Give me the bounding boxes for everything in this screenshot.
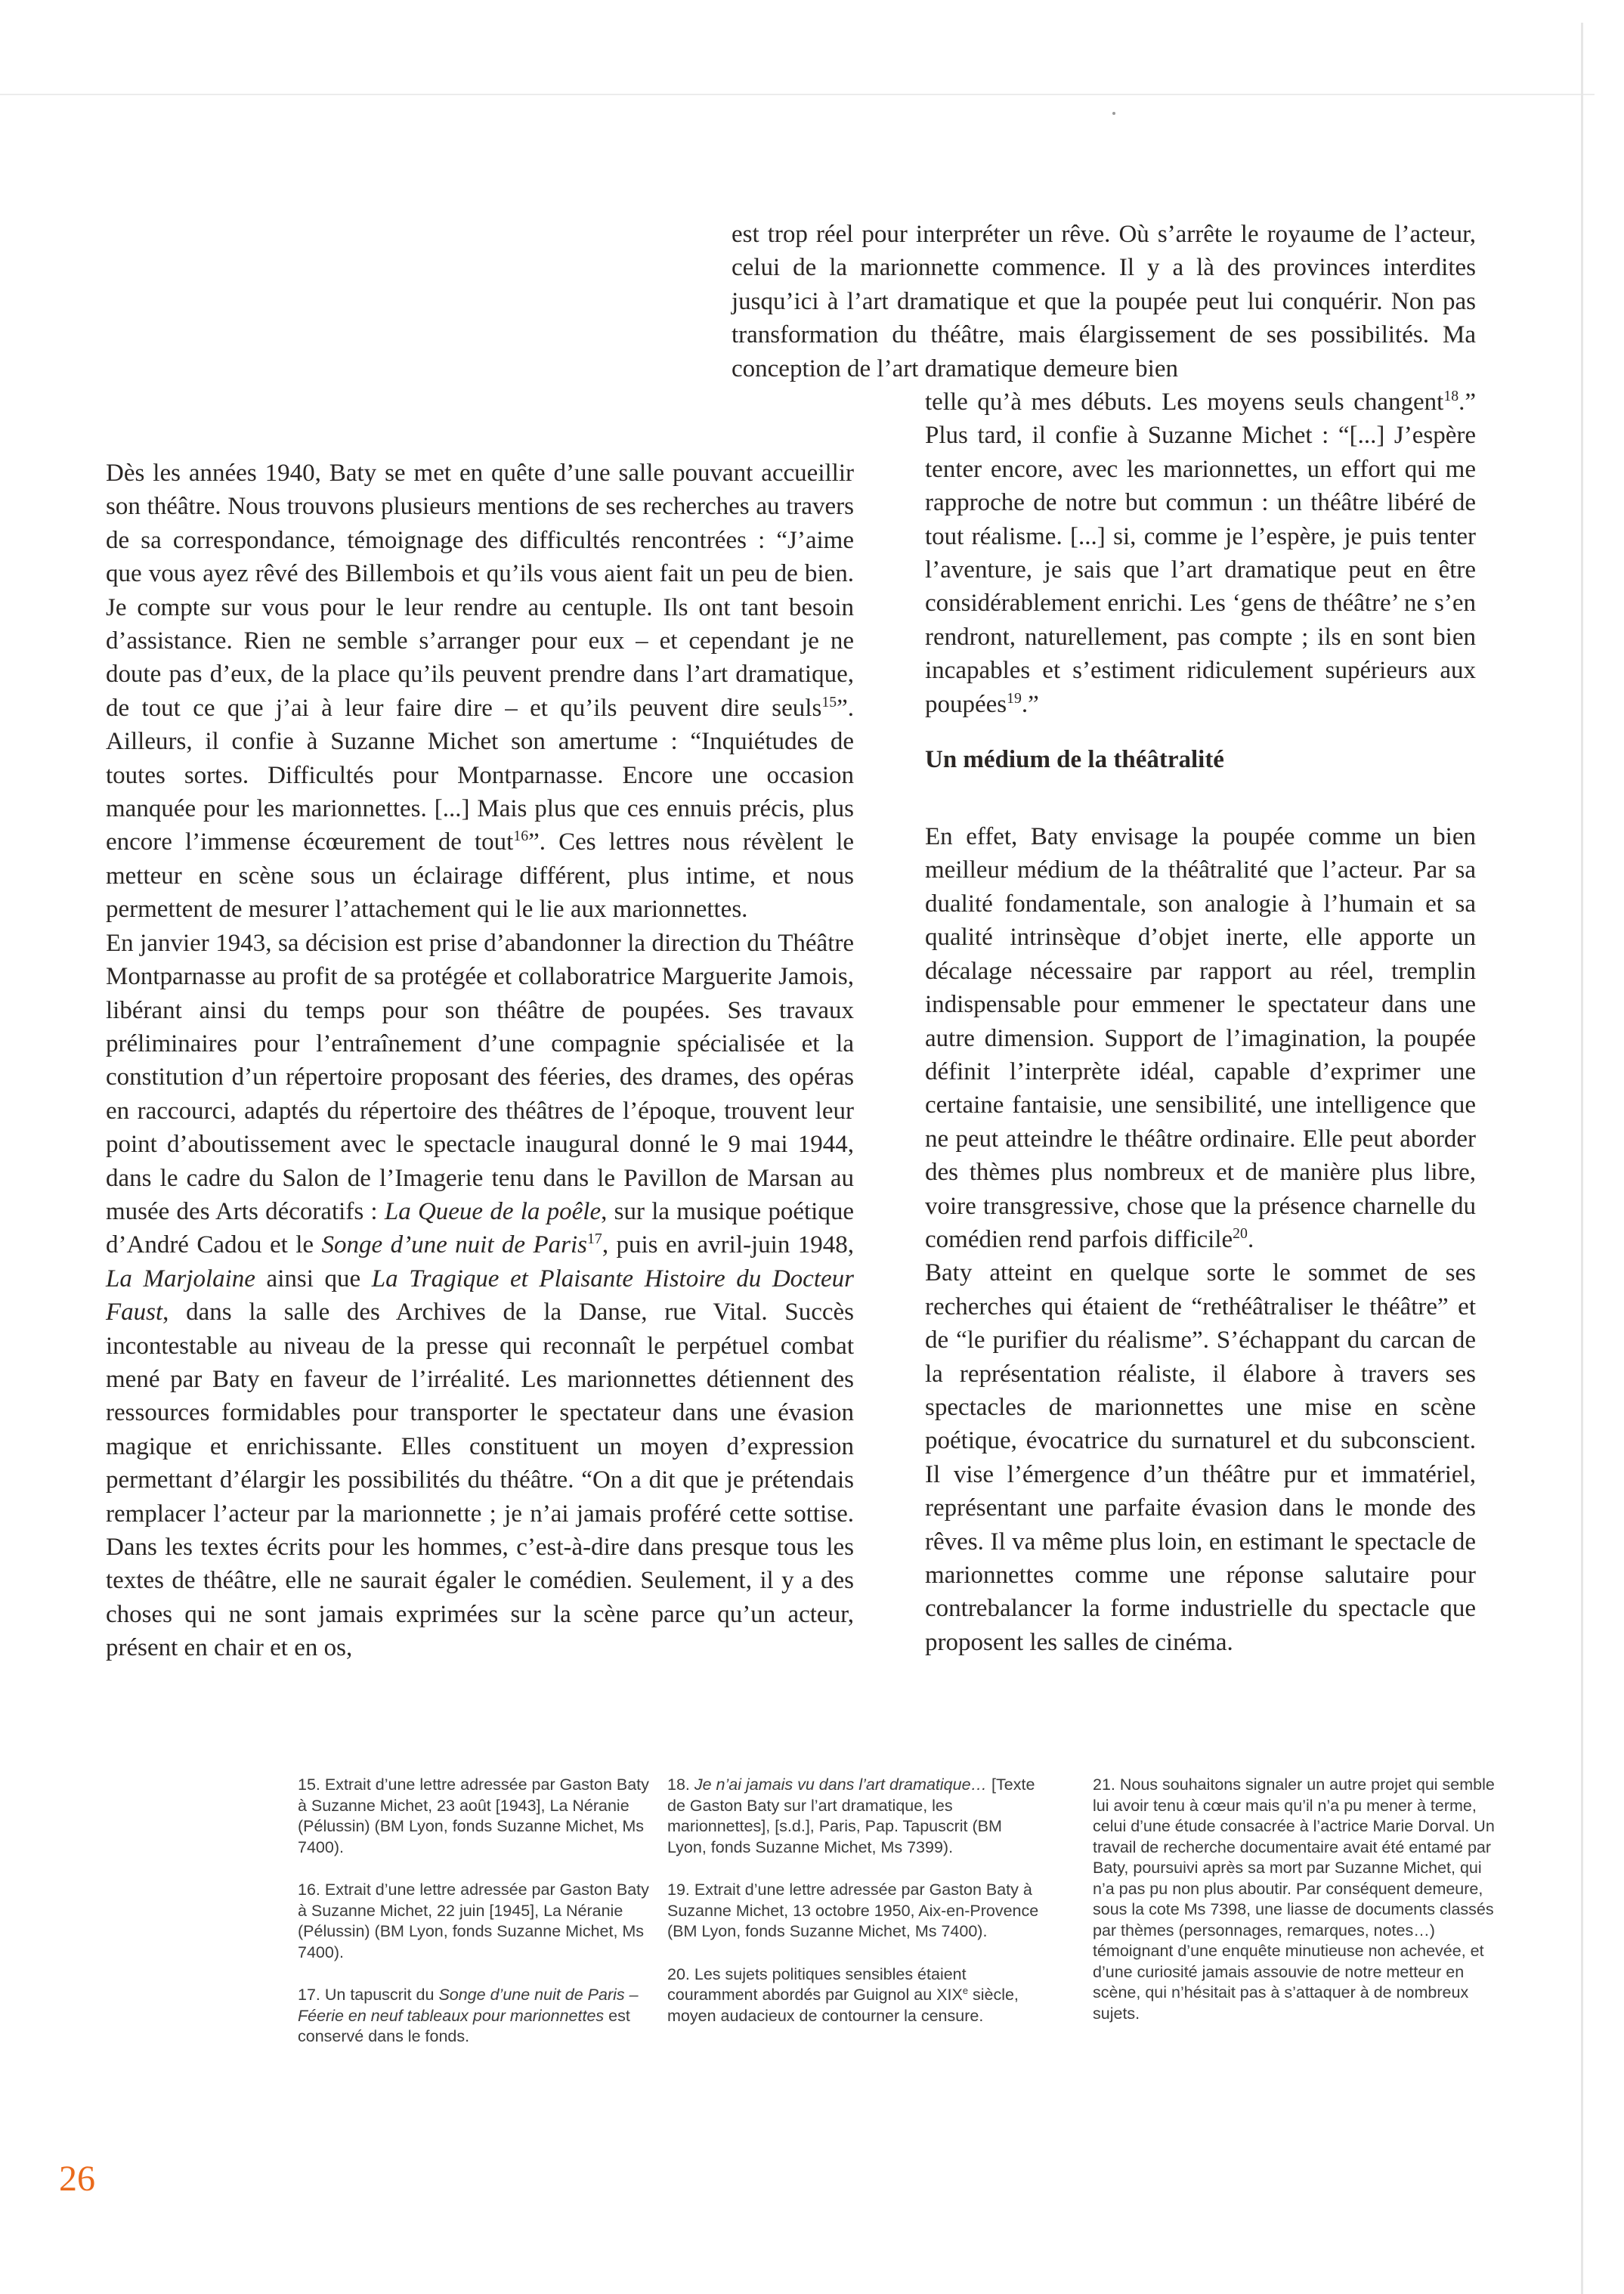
footnote-20: 20. Les sujets politiques sensibles étaient couramment abordés par Guignol au XIXe siècle, moyen audacieux de contourner la censure. [667, 1964, 1019, 2025]
footnotes-column-2 [667, 1775, 1045, 2026]
section-heading: Un médium de la théâtralité [925, 746, 1224, 774]
footnote-21: 21. Nous souhaitons signaler un autre projet qui semble lui avoir tenu à cœur mais qu’il n’a pu mener à terme, celui d’une étude consacrée à l’actrice Marie Dorval. Un travail de recherche documentaire avait été entamé par Baty, poursuivi après sa mort par Suzanne Michet, qui n’a pas pu non plus aboutir. Par conséquent demeure, sous la cote Ms 7398, une liasse de documents classés par thèmes (personnages, remarques, notes…) témoignant d’une enquête minutieuse non achevée, et d’une curiosité jamais assouvie de notre metteur en scène, qui n’hésitait pas à s’attaquer à de nombreux sujets. [1093, 1775, 1495, 2023]
right-edge-rule [1581, 23, 1583, 2294]
footnotes-column-1 [298, 1775, 653, 2048]
footnote-ref-17: 17 [587, 1231, 602, 1248]
footnote-ref-15: 15 [821, 693, 837, 710]
right-paragraph-2: En effet, Baty envisage la poupée comme un bien meilleur médium de la théâtralité que l’acteur. Par sa dualité fondamentale, son analogie à l’humain et sa qualité intrinsèque d’objet inerte, elle apporte un décalage nécessaire par rapport au réel, tremplin indispensable pour emmener le spectateur dans une autre dimension. Support de l’imagination, la poupée définit l’interprète idéal, capable d’exprimer une certaine fantaisie, une sensibilité, une intelligence que ne peut atteindre le théâtre ordinaire. Elle peut aborder des thèmes plus nombreux et de manière plus libre, voire transgressive, chose que la présence charnelle du comédien rend parfois difficile$^{20}$. [925, 823, 1476, 1253]
print-speck [1112, 112, 1115, 115]
footnote-18: 18. Je n’ai jamais vu dans l’art dramatique… [Texte de Gaston Baty sur l’art dramatique, les marionnettes], [s.d.], Paris, Pap. Tapuscrit (BM Lyon, fonds Suzanne Michet, Ms 7399). [667, 1775, 1035, 1856]
footnote-ref-19: 19 [1007, 689, 1022, 707]
right-column-top [732, 218, 1476, 385]
left-paragraph-1: Dès les années 1940, Baty se met en quête d’une salle pouvant accueillir son théâtre. Nous trouvons plusieurs mentions de ses recherches au travers de sa correspondance, témoignage des difficultés rencontrées : “J’aime que vous ayez rêvé des Billembois et qu’ils vous aient fait un peu de bien. Je compte sur vous pour le leur rendre au centuple. Ils ont tant besoin d’assistance. Rien ne semble s’arranger pour eux – et cependant je ne doute pas d’eux, de la place qu’ils peuvent prendre dans l’art dramatique, de tout ce que j’ai à leur faire dire – et qu’ils peuvent dire seuls$^{15}$”. Ailleurs, il confie à Suzanne Michet son amertume : “Inquiétudes de toutes sortes. Difficultés pour Montparnasse. Encore une occasion manquée pour les marionnettes. [...] Mais plus que ces ennuis précis, plus encore l’immense écœurement de tout$^{16}$”. Ces lettres nous révèlent le metteur en scène sous un éclairage différent, plus intime, et nous permettent de mesurer l’attachement qui le lie aux marionnettes. [106, 460, 855, 924]
top-rule [0, 94, 1595, 95]
left-column [106, 457, 854, 1665]
footnotes-column-3 [1093, 1775, 1501, 2024]
left-paragraph-2: En janvier 1943, sa décision est prise d’abandonner la direction du Théâtre Montparnasse au profit de sa protégée et collaboratrice Marguerite Jamois, libérant ainsi du temps pour son théâtre de poupées. Ses travaux préliminaires pour l’entraînement d’une compagnie spécialisée et la constitution d’un répertoire proposant des féeries, des drames, des opéras en raccourci, adaptés du répertoire des théâtres de l’époque, trouvent leur point d’aboutissement avec le spectacle inaugural donné le 9 mai 1944, dans le cadre du Salon de l’Imagerie tenu dans le Pavillon de Marsan au musée des Arts décoratifs : La Queue de la poêle, sur la musique poétique d’André Cadou et le Songe d’une nuit de Paris$^{17}$, puis en avril-juin 1948, La Marjolaine ainsi que La Tragique et Plaisante Histoire du Docteur Faust, dans la salle des Archives de la Danse, rue Vital. Succès incontestable au niveau de la presse qui reconnaît le perpétuel combat mené par Baty en faveur de l’irréalité. Les marionnettes détiennent des ressources formidables pour transporter le spectateur dans une évasion magique et enrichissante. Elles constituent un moyen d’expression permettant d’élargir les possibilités du théâtre. “On a dit que je prétendais remplacer l’acteur par la marionnette ; je n’ai jamais proféré cette sottise. Dans les textes écrits pour les hommes, c’est-à-dire dans presque tous les textes de théâtre, elle ne saurait égaler le comédien. Seulement, il y a des choses qui ne sont jamais exprimées sur la scène parce qu’un acteur, présent en chair et en os, [106, 929, 855, 1662]
footnote-17: 17. Un tapuscrit du Songe d’une nuit de Paris – Féerie en neuf tableaux pour marionnettes est conservé dans le fonds. [298, 1986, 639, 2045]
footnote-15: 15. Extrait d’une lettre adressée par Gaston Baty à Suzanne Michet, 23 août [1943], La Néranie (Pélussin) (BM Lyon, fonds Suzanne Michet, Ms 7400). [298, 1775, 649, 1856]
footnote-16: 16. Extrait d’une lettre adressée par Gaston Baty à Suzanne Michet, 22 juin [1945], La Néranie (Pélussin) (BM Lyon, fonds Suzanne Michet, Ms 7400). [298, 1881, 649, 1961]
footnote-19: 19. Extrait d’une lettre adressée par Gaston Baty à Suzanne Michet, 13 octobre 1950, Aix-en-Provence (BM Lyon, fonds Suzanne Michet, Ms 7400). [667, 1881, 1039, 1940]
right-column [925, 385, 1476, 1659]
right-paragraph-3: Baty atteint en quelque sorte le sommet de ses recherches qui étaient de “rethéâtraliser le théâtre” et de “le purifier du réalisme”. S’échappant du carcan de la représentation réaliste, il élabore à travers ses spectacles de marionnettes une mise en scène poétique, évocatrice du surnaturel et du subconscient. Il vise l’émergence d’un théâtre pur et immatériel, représentant une parfaite évasion dans le monde des rêves. Il va même plus loin, en estimant le spectacle de marionnettes comme une réponse salutaire pour contrebalancer la forme industrielle du spectacle que proposent les salles de cinéma. [925, 1259, 1476, 1656]
footnote-ref-20: 20 [1233, 1224, 1248, 1242]
right-top-paragraph: est trop réel pour interpréter un rêve. Où s’arrête le royaume de l’acteur, celui de la marionnette commence. Il y a là des provinces interdites jusqu’ici à l’art dramatique et que la poupée peut lui conquérir. Non pas transformation du théâtre, mais élargissement de ses possibilités. Ma conception de l’art dramatique demeure bien [732, 221, 1476, 382]
page-number: 26 [59, 2159, 95, 2199]
footnote-ref-18: 18 [1443, 388, 1459, 404]
footnote-ref-16: 16 [513, 828, 529, 845]
right-paragraph-1: telle qu’à mes débuts. Les moyens seuls changent$^{18}$.” Plus tard, il confie à Suzanne Michet : “[...] J’espère tenter encore, avec les marionnettes, un effort qui me rapproche de notre but commun : un théâtre libéré de tout réalisme. [...] si, comme je l’espère, je puis tenter l’aventure, je sais que l’art dramatique peut en être considérablement enrichi. Les ‘gens de théâtre’ ne s’en rendront, naturellement, pas compte ; ils en sont bien incapables et s’estiment ridiculement supérieurs aux poupées$^{19}$.” [925, 388, 1476, 718]
